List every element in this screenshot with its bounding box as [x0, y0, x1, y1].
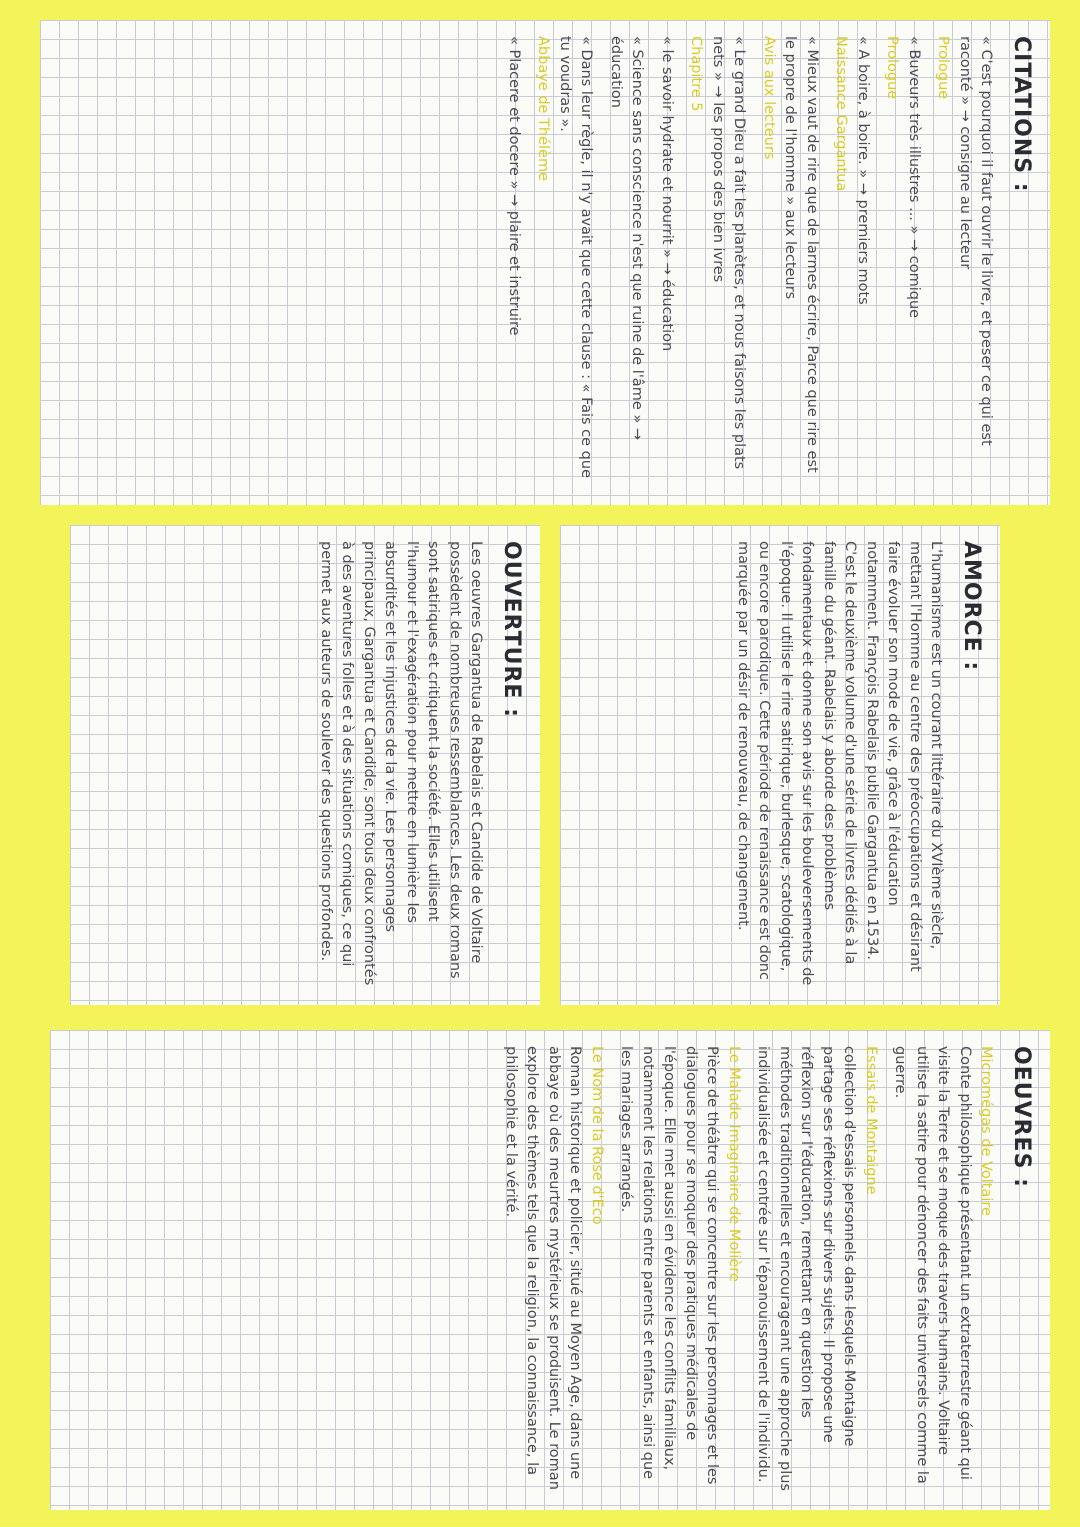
oeuvre-description: Roman historique et policier, situé au Moyen Age, dans une abbaye où des meurtres mystérieux se produisent. Le roman explore des thèmes tels que la religion, la connaissance, la philosophie et la vérité.	[503, 1046, 584, 1490]
citation-text: « Placere et docere » → plaire et instruire	[506, 36, 522, 336]
oeuvre-item	[752, 1046, 881, 1494]
citation-source: Prologue	[884, 36, 901, 100]
citation-item	[932, 36, 997, 489]
citation-source: Abbaye de Thélème	[535, 36, 552, 182]
citation-item	[503, 36, 525, 489]
oeuvres-panel	[50, 1030, 1050, 1510]
citation-text: « C'est pourquoi il faut ouvrir le livre, et peser ce qui est raconté » → consigne au lecteur	[957, 36, 995, 446]
oeuvres-heading: OEUVRES :	[1009, 1046, 1034, 1188]
citation-item	[830, 36, 873, 489]
oeuvre-title: Micromégas de Voltaire	[978, 1046, 995, 1216]
citation-source: Naissance Gargantua	[833, 36, 850, 192]
citations-list	[503, 36, 997, 489]
oeuvre-description: Conte philosophique présentant un extraterrestre géant qui visite la Terre et se moque des travers humains. Voltaire utilise la satire pour dénoncer des faits universels comme la guerre.	[892, 1046, 973, 1484]
citation-text: « Le grand Dieu a fait les planètes, et nous faisons les plats nets » → les propos des bien ivres	[710, 36, 748, 470]
oeuvre-item	[615, 1046, 744, 1494]
amorce-heading: AMORCE :	[959, 541, 984, 672]
oeuvre-item	[500, 1046, 608, 1494]
citation-item	[532, 36, 597, 489]
oeuvre-title: Le Malade Imaginaire de Molière	[726, 1046, 742, 1282]
oeuvres-list	[500, 1046, 997, 1494]
citation-item	[685, 36, 750, 489]
amorce-panel	[560, 525, 1000, 1005]
citation-text: « Buveurs très illustres ... » → comique	[906, 36, 922, 319]
ouverture-heading: OUVERTURE :	[499, 541, 524, 718]
oeuvre-title: Le Nom de la Rose d'Eco	[589, 1046, 605, 1225]
citation-item	[605, 36, 648, 489]
citations-panel	[40, 20, 1050, 505]
ouverture-panel	[70, 525, 540, 1005]
citation-text: « A boire, à boire. » → premiers mots	[855, 36, 871, 305]
citation-text: « Science sans conscience n'est que ruine de l'âme » → éducation	[608, 36, 646, 440]
oeuvre-item	[889, 1046, 997, 1494]
citation-source: Chapitre 5	[688, 36, 705, 112]
citation-item	[758, 36, 823, 489]
oeuvre-description: collection d'essais personnels dans lesquels Montaigne partage ses réflexions sur divers sujets. Il propose une réflexion sur l'éducation, remettant en question les méthodes traditionnelles et encourageant une approche plus individualisée et centrée sur l'épanouissement de l'individu.	[755, 1046, 858, 1491]
citation-source: Avis aux lecteurs	[761, 36, 777, 160]
amorce-text: L'humanisme est un courant littéraire du XVIème siècle, mettant l'Homme au centre des préoccupations et désirant faire évoluer son mode de vie, grâce à l'éducation notamment. François Rabelais publie Gargantua en 1534. C'est le deuxième volume d'une série de livres dédiés à la famille du géant. Rabelais y aborde des problèmes fondamentaux et donne son avis sur les bouleversements de l'époque. Il utilise le rire satirique, burlesque, scatologique, ou encore parodique. Cette période de renaissance est donc marquée par un désir de renouveau, de changement.	[735, 541, 945, 986]
citation-item	[881, 36, 924, 489]
oeuvre-description: Pièce de théâtre qui se concentre sur les personnages et les dialogues pour se moquer des pratiques médicales de l'époque. Elle met aussi en évidence les conflits familiaux, notamment les relations entre parents et enfants, ainsi que les mariages arrangés.	[618, 1046, 721, 1485]
citation-text: « Dans leur règle, il n'y avait que cette clause : « Fais ce que tu voudras ».	[557, 36, 595, 478]
citation-text: « Mieux vaut de rire que de larmes écrire, Parce que rire est le propre de l'homme » aux lecteurs	[782, 36, 820, 473]
ouverture-text: Les oeuvres Gargantua de Rabelais et Candide de Voltaire possèdent de nombreuses ressemblances. Les deux romans sont satiriques et critiquent la société. Elles utilisent l'humour et l'exagération pour mettre en lumière les absurdités et les injustices de la vie. Les personnages principaux, Gargantua et Candide, sont tous deux confrontés à des aventures folles et à des situations comiques, ce qui permet aux auteurs de soulever des questions profondes.	[318, 541, 485, 986]
oeuvre-title: Essais de Montaigne	[863, 1046, 879, 1195]
citation-source: Prologue	[935, 36, 952, 100]
citation-item	[656, 36, 678, 489]
citations-heading: CITATIONS :	[1009, 36, 1034, 193]
citation-text: « le savoir hydrate et nourrit » → éducation	[659, 36, 675, 352]
